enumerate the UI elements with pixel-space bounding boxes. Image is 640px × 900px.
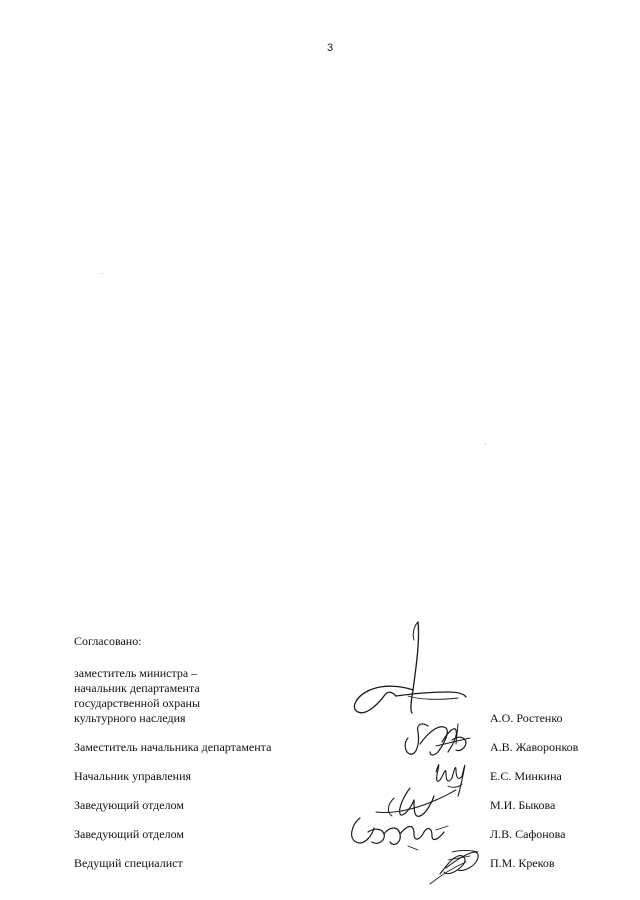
approver-name: А.О. Ростенко [490, 711, 563, 725]
approval-heading: Согласовано: [74, 634, 142, 648]
position-line: заместитель министра – [74, 666, 198, 680]
approver-position: Заведующий отделом [74, 798, 184, 812]
position-line: начальник департамента [74, 681, 200, 695]
approver-position: Начальник управления [74, 769, 192, 783]
first-approver-row [74, 711, 594, 726]
approver-row [74, 769, 594, 784]
approver-position: Заведующий отделом [74, 827, 184, 841]
scan-speck [102, 273, 103, 274]
approver-row [74, 740, 594, 755]
approver-position: Ведущий специалист [74, 856, 183, 870]
approver-name: Л.В. Сафонова [490, 827, 566, 841]
position-line: государственной охраны [74, 696, 201, 710]
approver-position: Заместитель начальника департамента [74, 740, 272, 754]
approver-row [74, 798, 594, 813]
approver-name: А.В. Жаворонков [490, 740, 579, 754]
scan-speck [485, 443, 486, 444]
position-line: культурного наследия [74, 711, 186, 725]
approver-name: П.М. Креков [490, 856, 555, 870]
approver-name: М.И. Быкова [490, 798, 556, 812]
approval-section [74, 634, 142, 649]
page-number: 3 [326, 42, 334, 54]
approver-name: Е.С. Минкина [490, 769, 562, 783]
approver-row [74, 856, 594, 871]
signature-rostenko [354, 622, 466, 713]
approver-row [74, 827, 594, 842]
